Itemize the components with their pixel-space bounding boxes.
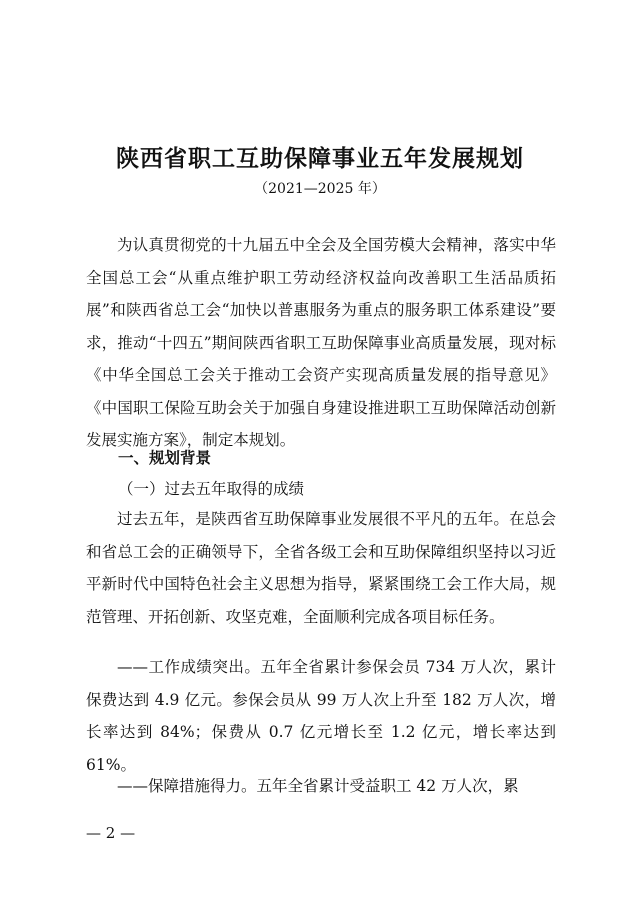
intro-paragraph: 为认真贯彻党的十九届五中全会及全国劳模大会精神，落实中华全国总工会“从重点维护职工劳动经济权益向改善职工生活品质拓展”和陕西省总工会“加快以普惠服务为重点的服务职工体系建设”要求，推动“十四五”期间陕西省职工互助保障事业高质量发展，现对标《中华全国总工会关于推动工会资产实现高质量发展的指导意见》《中国职工保险互助会关于加强自身建设推进职工互助保障活动创新发展实施方案》，制定本规划。 <box>86 236 556 449</box>
body-paragraph-1: 过去五年，是陕西省互助保障事业发展很不平凡的五年。在总会和省总工会的正确领导下，全省各级工会和互助保障组织坚持以习近平新时代中国特色社会主义思想为指导，紧紧围绕工会工作大局，规范管理、开拓创新、攻坚克难，全面顺利完成各项目标任务。 <box>86 510 556 626</box>
body-paragraph-3: ——保障措施得力。五年全省累计受益职工 42 万人次，累 <box>117 777 519 795</box>
document-subtitle: （2021—2025 年） <box>254 181 386 197</box>
page-number: — 2 — <box>86 824 136 842</box>
section-heading: 一、规划背景 <box>118 449 212 467</box>
document-title: 陕西省职工互助保障事业五年发展规划 <box>116 146 524 172</box>
body-paragraph-2: ——工作成绩突出。五年全省累计参保会员 734 万人次，累计保费达到 4.9 亿元。参保会员从 99 万人次上升至 182 万人次，增长率达到 84%；保费从 0.7 亿元增长至 1.2 亿元，增长率达到 61%。 <box>86 658 556 774</box>
subsection-heading: （一）过去五年取得的成绩 <box>118 480 305 498</box>
